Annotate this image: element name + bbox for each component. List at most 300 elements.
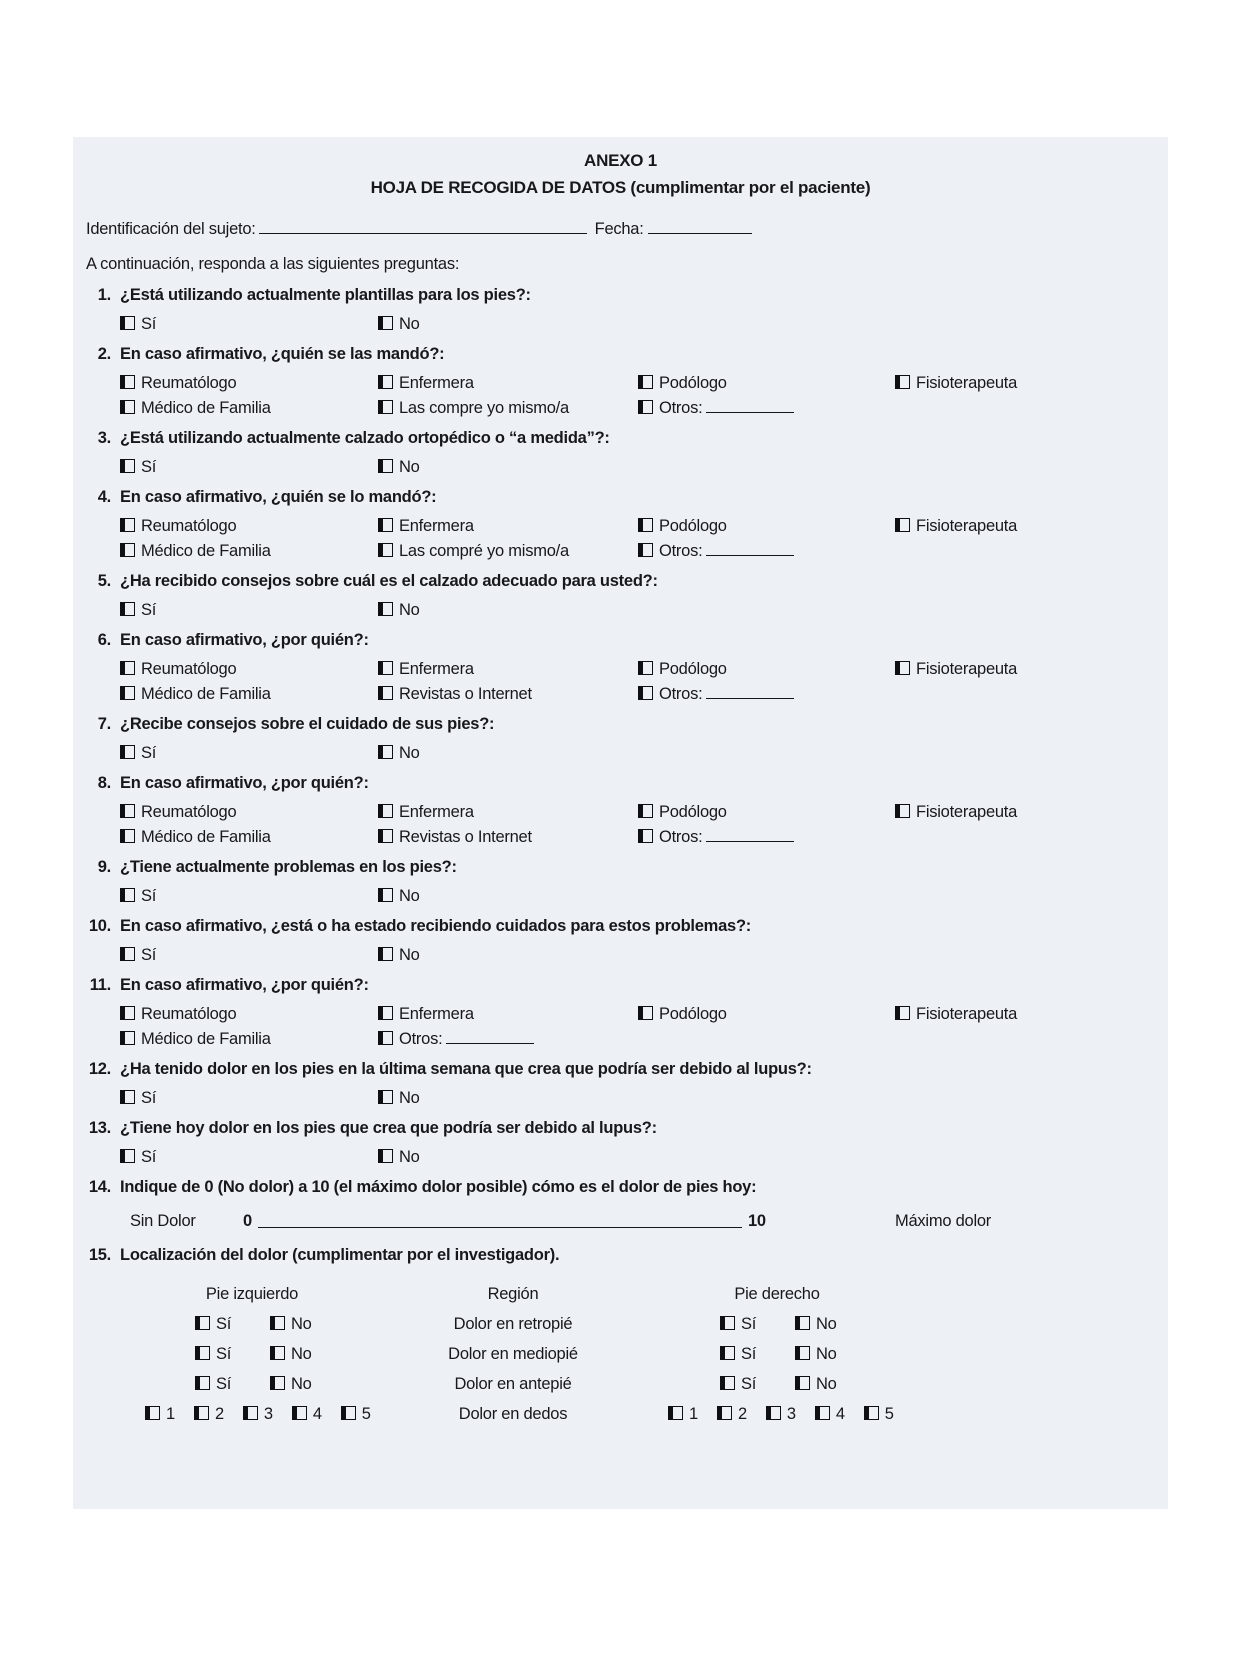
question-title: [73, 482, 1168, 512]
option: [638, 512, 727, 541]
yes-option: [195, 1369, 231, 1399]
option-label: Otros:: [659, 828, 703, 846]
option-checkbox[interactable]: [120, 375, 135, 389]
yes-option-checkbox[interactable]: [720, 1376, 735, 1390]
yes-option: [720, 1309, 756, 1339]
option-checkbox[interactable]: [638, 518, 653, 532]
option: [378, 827, 532, 848]
yes-option-checkbox[interactable]: [120, 459, 135, 473]
question-text: En caso afirmativo, ¿por quién?:: [120, 631, 369, 649]
column-header: Pie derecho: [734, 1285, 820, 1303]
digit-checkbox[interactable]: [766, 1406, 781, 1420]
localization-row: [73, 1309, 1168, 1339]
option: [120, 398, 271, 419]
option: [638, 655, 727, 684]
option-checkbox[interactable]: [378, 661, 393, 675]
no-option-checkbox[interactable]: [270, 1316, 285, 1330]
option-checkbox[interactable]: [378, 1006, 393, 1020]
question-title: [73, 280, 1168, 310]
question-number: 2.: [97, 345, 111, 363]
option-label: Médico de Familia: [141, 1030, 271, 1048]
scale-right-label: Máximo dolor: [895, 1212, 992, 1230]
option: [895, 655, 1017, 684]
option-checkbox[interactable]: [378, 543, 393, 557]
option-checkbox[interactable]: [120, 1006, 135, 1020]
digit-checkbox[interactable]: [292, 1406, 307, 1420]
option: [120, 541, 271, 562]
option: [120, 1000, 236, 1029]
option: [638, 684, 794, 705]
digit-option: [145, 1399, 175, 1429]
option-checkbox[interactable]: [120, 400, 135, 414]
option-label: Médico de Familia: [141, 828, 271, 846]
blank-line[interactable]: [706, 829, 794, 842]
digit-option: [815, 1399, 845, 1429]
yes-option-label: Sí: [141, 887, 157, 905]
digit-label: 4: [835, 1405, 845, 1423]
option-checkbox[interactable]: [638, 829, 653, 843]
digit-option: [668, 1399, 698, 1429]
options-row-2: [73, 1029, 1168, 1054]
no-option-label: No: [291, 1375, 312, 1393]
no-option-checkbox[interactable]: [378, 1149, 393, 1163]
date-field[interactable]: [648, 220, 752, 234]
question-text: Localización del dolor (cumplimentar por el investigador).: [120, 1246, 560, 1264]
yesno-row: [73, 1143, 1168, 1172]
option: [120, 798, 236, 827]
yes-option-label: Sí: [216, 1375, 232, 1393]
subject-id-field[interactable]: [259, 220, 587, 234]
option-checkbox[interactable]: [895, 518, 910, 532]
option-checkbox[interactable]: [378, 686, 393, 700]
question-number: 10.: [88, 917, 111, 935]
digit-checkbox[interactable]: [341, 1406, 356, 1420]
question-text: ¿Ha recibido consejos sobre cuál es el calzado adecuado para usted?:: [120, 572, 658, 590]
no-option-checkbox[interactable]: [378, 316, 393, 330]
question-13: [73, 1113, 1168, 1172]
no-option: [378, 1084, 420, 1113]
no-option-checkbox[interactable]: [795, 1376, 810, 1390]
yes-option: [120, 941, 156, 970]
digit-label: 3: [263, 1405, 273, 1423]
question-title: [73, 1054, 1168, 1084]
no-option-label: No: [399, 315, 420, 333]
option-label: Enfermera: [399, 1005, 474, 1023]
pain-scale-line[interactable]: [258, 1227, 742, 1228]
question-number: 3.: [97, 429, 111, 447]
no-option-checkbox[interactable]: [378, 947, 393, 961]
yes-option-label: Sí: [741, 1375, 757, 1393]
question-4: [73, 482, 1168, 566]
yes-option: [120, 882, 156, 911]
yesno-row: [73, 453, 1168, 482]
yes-option-checkbox[interactable]: [720, 1346, 735, 1360]
no-option-checkbox[interactable]: [795, 1316, 810, 1330]
options-row-1: [73, 655, 1168, 684]
subject-id-label: Identificación del sujeto:: [86, 220, 256, 238]
no-option: [795, 1339, 837, 1369]
no-option: [270, 1339, 312, 1369]
form-subtitle: HOJA DE RECOGIDA DE DATOS (cumplimentar por el paciente): [370, 178, 871, 197]
pain-scale-row: [73, 1202, 1168, 1240]
option-checkbox[interactable]: [378, 518, 393, 532]
blank-line[interactable]: [706, 686, 794, 699]
question-number: 12.: [88, 1060, 111, 1078]
no-option: [378, 596, 420, 625]
option-checkbox[interactable]: [638, 375, 653, 389]
option-label: Fisioterapeuta: [916, 1005, 1018, 1023]
question-14: [73, 1172, 1168, 1240]
option: [378, 1029, 534, 1050]
option-checkbox[interactable]: [638, 804, 653, 818]
question-3: [73, 423, 1168, 482]
no-option-checkbox[interactable]: [378, 602, 393, 616]
question-number: 9.: [97, 858, 111, 876]
no-option-checkbox[interactable]: [795, 1346, 810, 1360]
question-10: [73, 911, 1168, 970]
question-title: [73, 625, 1168, 655]
digit-label: 1: [689, 1405, 698, 1423]
option-label: Revistas o Internet: [399, 685, 532, 703]
option-label: Fisioterapeuta: [916, 517, 1018, 535]
option-checkbox[interactable]: [378, 400, 393, 414]
question-number: 7.: [97, 715, 111, 733]
option-label: Otros:: [659, 542, 703, 560]
question-title: [73, 1240, 1168, 1270]
options-row-2: [73, 827, 1168, 852]
question-number: 15.: [88, 1246, 111, 1264]
option-label: Enfermera: [399, 517, 474, 535]
no-option: [270, 1309, 312, 1339]
question-title: [73, 970, 1168, 1000]
question-title: [73, 709, 1168, 739]
option: [895, 1000, 1017, 1029]
digit-checkbox[interactable]: [668, 1406, 683, 1420]
column-header: Región: [487, 1285, 539, 1303]
no-option-label: No: [816, 1315, 837, 1333]
region-label: Dolor en mediopié: [448, 1345, 578, 1363]
no-option: [270, 1369, 312, 1399]
question-text: ¿Tiene actualmente problemas en los pies?:: [120, 858, 457, 876]
no-option-label: No: [399, 601, 420, 619]
digit-label: 2: [737, 1405, 747, 1423]
no-option-label: No: [816, 1345, 837, 1363]
region-label: Dolor en antepié: [454, 1375, 572, 1393]
date-label: Fecha:: [594, 220, 644, 238]
option-checkbox[interactable]: [895, 1006, 910, 1020]
digit-checkbox[interactable]: [864, 1406, 879, 1420]
question-text: Indique de 0 (No dolor) a 10 (el máximo dolor posible) cómo es el dolor de pies hoy:: [120, 1178, 757, 1196]
option-label: Reumatólogo: [141, 517, 237, 535]
yes-option-label: Sí: [141, 458, 157, 476]
yesno-row: [73, 882, 1168, 911]
options-row-2: [73, 684, 1168, 709]
blank-line[interactable]: [706, 400, 794, 413]
localization-header-row: [73, 1279, 1168, 1309]
localization-row: [73, 1369, 1168, 1399]
option-label: Reumatólogo: [141, 660, 237, 678]
option-checkbox[interactable]: [120, 661, 135, 675]
question-7: [73, 709, 1168, 768]
no-option-label: No: [399, 1089, 420, 1107]
no-option: [378, 739, 420, 768]
option-checkbox[interactable]: [120, 686, 135, 700]
option-label: Reumatólogo: [141, 1005, 237, 1023]
no-option-checkbox[interactable]: [378, 888, 393, 902]
option: [378, 541, 569, 562]
option-checkbox[interactable]: [378, 375, 393, 389]
question-number: 1.: [97, 286, 111, 304]
no-option-checkbox[interactable]: [270, 1346, 285, 1360]
column-header: Pie izquierdo: [205, 1285, 299, 1303]
yes-option-checkbox[interactable]: [120, 888, 135, 902]
yes-option-label: Sí: [141, 601, 157, 619]
option: [120, 1029, 271, 1050]
digit-option: [194, 1399, 224, 1429]
question-6: [73, 625, 1168, 709]
digit-option: [292, 1399, 322, 1429]
yes-option-label: Sí: [741, 1315, 757, 1333]
option: [638, 369, 727, 398]
option-checkbox[interactable]: [638, 661, 653, 675]
localization-row: [73, 1339, 1168, 1369]
yes-option: [720, 1339, 756, 1369]
option-label: Otros:: [659, 399, 703, 417]
option-label: Podólogo: [659, 660, 727, 678]
identification-line: [86, 214, 1168, 244]
question-text: En caso afirmativo, ¿está o ha estado recibiendo cuidados para estos problemas?:: [120, 917, 752, 935]
question-title: [73, 911, 1168, 941]
question-9: [73, 852, 1168, 911]
yes-option-label: Sí: [141, 315, 157, 333]
option-label: Podólogo: [659, 803, 727, 821]
option-checkbox[interactable]: [378, 1031, 393, 1045]
option-label: Fisioterapeuta: [916, 660, 1018, 678]
yes-option-checkbox[interactable]: [120, 602, 135, 616]
option-checkbox[interactable]: [895, 375, 910, 389]
option: [120, 655, 236, 684]
option-label: Médico de Familia: [141, 542, 271, 560]
options-row-1: [73, 512, 1168, 541]
option-checkbox[interactable]: [638, 400, 653, 414]
option-label: Reumatólogo: [141, 374, 237, 392]
options-row-2: [73, 398, 1168, 423]
yes-option-label: Sí: [141, 744, 157, 762]
option: [378, 398, 569, 419]
question-title: [73, 1172, 1168, 1202]
yes-option-checkbox[interactable]: [195, 1346, 210, 1360]
option-checkbox[interactable]: [120, 1031, 135, 1045]
yes-option: [195, 1309, 231, 1339]
question-number: 14.: [88, 1178, 111, 1196]
question-text: ¿Tiene hoy dolor en los pies que crea que podría ser debido al lupus?:: [120, 1119, 657, 1137]
yesno-row: [73, 310, 1168, 339]
digit-checkbox[interactable]: [145, 1406, 160, 1420]
option-checkbox[interactable]: [638, 1006, 653, 1020]
option-checkbox[interactable]: [638, 543, 653, 557]
yes-option-checkbox[interactable]: [720, 1316, 735, 1330]
question-number: 13.: [88, 1119, 111, 1137]
digit-option: [766, 1399, 796, 1429]
option-label: Revistas o Internet: [399, 828, 532, 846]
yes-option-checkbox[interactable]: [120, 947, 135, 961]
question-text: ¿Está utilizando actualmente calzado ortopédico o “a medida”?:: [120, 429, 610, 447]
form-sheet: [73, 137, 1168, 1509]
option-checkbox[interactable]: [378, 829, 393, 843]
option: [120, 827, 271, 848]
option-label: Fisioterapeuta: [916, 803, 1018, 821]
question-text: En caso afirmativo, ¿por quién?:: [120, 774, 369, 792]
yes-option-checkbox[interactable]: [120, 316, 135, 330]
option: [638, 541, 794, 562]
question-15: [73, 1240, 1168, 1429]
question-text: ¿Está utilizando actualmente plantillas para los pies?:: [120, 286, 531, 304]
yes-option: [120, 596, 156, 625]
yes-option-label: Sí: [216, 1345, 232, 1363]
option-label: Fisioterapeuta: [916, 374, 1018, 392]
no-option: [378, 882, 420, 911]
digit-label: 1: [166, 1405, 175, 1423]
question-number: 11.: [89, 976, 111, 994]
scale-max-value: 10: [748, 1212, 766, 1230]
yes-option: [720, 1369, 756, 1399]
question-number: 4.: [97, 488, 111, 506]
options-row-1: [73, 369, 1168, 398]
option: [378, 512, 474, 541]
option-checkbox[interactable]: [378, 804, 393, 818]
option-checkbox[interactable]: [120, 804, 135, 818]
option-label: Podólogo: [659, 517, 727, 535]
no-option-label: No: [399, 946, 420, 964]
question-title: [73, 566, 1168, 596]
localization-row: [73, 1399, 1168, 1429]
option: [638, 398, 794, 419]
scale-left-label: Sin Dolor: [130, 1212, 196, 1230]
option-checkbox[interactable]: [120, 543, 135, 557]
yes-option-checkbox[interactable]: [195, 1376, 210, 1390]
option-label: Reumatólogo: [141, 803, 237, 821]
no-option-checkbox[interactable]: [270, 1376, 285, 1390]
no-option: [378, 310, 420, 339]
no-option-label: No: [399, 744, 420, 762]
region-label: Dolor en dedos: [458, 1405, 568, 1423]
question-number: 5.: [97, 572, 111, 590]
yes-option: [120, 1084, 156, 1113]
question-text: ¿Ha tenido dolor en los pies en la última semana que crea que podría ser debido al lupus?:: [120, 1060, 812, 1078]
option-checkbox[interactable]: [120, 518, 135, 532]
no-option-label: No: [399, 887, 420, 905]
yes-option-label: Sí: [741, 1345, 757, 1363]
digit-label: 4: [312, 1405, 322, 1423]
digit-checkbox[interactable]: [243, 1406, 258, 1420]
yes-option: [120, 453, 156, 482]
digit-checkbox[interactable]: [717, 1406, 732, 1420]
question-12: [73, 1054, 1168, 1113]
digit-option: [243, 1399, 273, 1429]
option-label: Médico de Familia: [141, 685, 271, 703]
option-label: Las compre yo mismo/a: [399, 399, 569, 417]
question-5: [73, 566, 1168, 625]
no-option-checkbox[interactable]: [378, 459, 393, 473]
question-2: [73, 339, 1168, 423]
option: [895, 512, 1017, 541]
option-label: Otros:: [399, 1030, 443, 1048]
option: [895, 369, 1017, 398]
digit-label: 2: [214, 1405, 224, 1423]
digit-checkbox[interactable]: [815, 1406, 830, 1420]
option-checkbox[interactable]: [638, 686, 653, 700]
option: [378, 369, 474, 398]
no-option-checkbox[interactable]: [378, 745, 393, 759]
option-checkbox[interactable]: [895, 804, 910, 818]
option-label: Otros:: [659, 685, 703, 703]
no-option: [378, 453, 420, 482]
question-text: En caso afirmativo, ¿por quién?:: [120, 976, 369, 994]
digit-option: [717, 1399, 747, 1429]
option-label: Podólogo: [659, 374, 727, 392]
yes-option-checkbox[interactable]: [195, 1316, 210, 1330]
yes-option: [120, 310, 156, 339]
options-row-2: [73, 541, 1168, 566]
digit-option: [341, 1399, 371, 1429]
question-number: 8.: [97, 774, 111, 792]
yesno-row: [73, 941, 1168, 970]
option: [120, 684, 271, 705]
yes-option-label: Sí: [141, 946, 157, 964]
option: [120, 369, 236, 398]
question-title: [73, 339, 1168, 369]
question-8: [73, 768, 1168, 852]
yes-option: [195, 1339, 231, 1369]
no-option: [795, 1369, 837, 1399]
digit-label: 5: [361, 1405, 371, 1423]
option: [378, 1000, 474, 1029]
digit-checkbox[interactable]: [194, 1406, 209, 1420]
questions-list: [73, 280, 1168, 1429]
yes-option-checkbox[interactable]: [120, 1149, 135, 1163]
digit-label: 3: [786, 1405, 796, 1423]
yes-option: [120, 1143, 156, 1172]
yes-option-label: Sí: [216, 1315, 232, 1333]
question-text: En caso afirmativo, ¿quién se lo mandó?:: [120, 488, 437, 506]
question-title: [73, 768, 1168, 798]
option-checkbox[interactable]: [120, 829, 135, 843]
option: [378, 684, 532, 705]
question-text: ¿Recibe consejos sobre el cuidado de sus pies?:: [120, 715, 495, 733]
toe-digit-checkboxes: [668, 1399, 894, 1429]
no-option-label: No: [816, 1375, 837, 1393]
no-option: [378, 1143, 420, 1172]
option-label: Las compré yo mismo/a: [399, 542, 569, 560]
yes-option-label: Sí: [141, 1148, 157, 1166]
option-label: Podólogo: [659, 1005, 727, 1023]
question-1: [73, 280, 1168, 339]
blank-line[interactable]: [446, 1031, 534, 1044]
yes-option-checkbox[interactable]: [120, 745, 135, 759]
option-checkbox[interactable]: [895, 661, 910, 675]
digit-option: [864, 1399, 894, 1429]
scale-min-value: 0: [243, 1212, 252, 1230]
option-label: Enfermera: [399, 803, 474, 821]
options-row-1: [73, 1000, 1168, 1029]
toe-digit-checkboxes: [145, 1399, 371, 1429]
blank-line[interactable]: [706, 543, 794, 556]
option: [378, 798, 474, 827]
option: [895, 798, 1017, 827]
question-number: 6.: [97, 631, 111, 649]
no-option-checkbox[interactable]: [378, 1090, 393, 1104]
yes-option-checkbox[interactable]: [120, 1090, 135, 1104]
